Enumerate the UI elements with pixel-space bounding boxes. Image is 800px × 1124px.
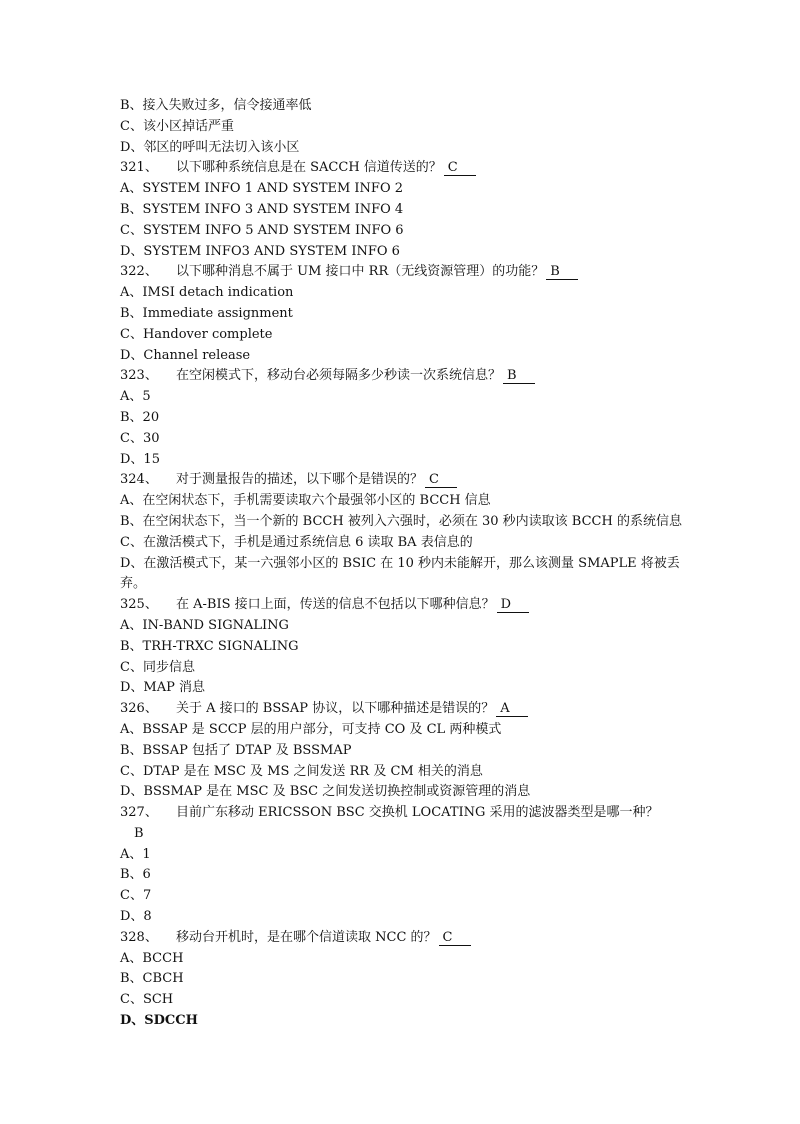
option-line: D、SYSTEM INFO3 AND SYSTEM INFO 6 [120, 243, 400, 259]
option-line: B、TRH-TRXC SIGNALING [120, 638, 299, 654]
option-line: A、SYSTEM INFO 1 AND SYSTEM INFO 2 [120, 181, 404, 197]
option-line: C、Handover complete [120, 326, 273, 342]
question-number: 322、 [120, 264, 158, 280]
option-line: A、5 [120, 389, 151, 405]
option-line: C、在激活模式下，手机是通过系统信息 6 读取 BA 表信息的 [120, 534, 473, 550]
answer-mark: D [497, 598, 529, 613]
option-line: C、SCH [120, 992, 174, 1008]
question-327 [120, 803, 690, 845]
question-321 [120, 158, 690, 179]
answer-mark: A [496, 702, 528, 717]
question-number: 323、 [120, 368, 158, 384]
option-line: A、BCCH [120, 950, 184, 966]
question-text: 目前广东移动 ERICSSON BSC 交换机 LOCATING 采用的滤波器类型是哪一种？ [176, 805, 659, 821]
option-line: C、SYSTEM INFO 5 AND SYSTEM INFO 6 [120, 222, 404, 238]
option-line: C、30 [120, 430, 160, 446]
question-text: 关于 A 接口的 BSSAP 协议，以下哪种描述是错误的？ [176, 701, 495, 717]
document-page [120, 96, 690, 1032]
question-number: 328、 [120, 929, 158, 945]
question-text: 对于测量报告的描述，以下哪个是错误的？ [176, 472, 424, 488]
question-number: 327、 [120, 805, 158, 821]
question-322 [120, 262, 690, 283]
question-number: 324、 [120, 472, 158, 488]
option-line: A、BSSAP 是 SCCP 层的用户部分，可支持 CO 及 CL 两种模式 [120, 721, 502, 737]
option-line: C、DTAP 是在 MSC 及 MS 之间发送 RR 及 CM 相关的消息 [120, 763, 483, 779]
option-line: B、20 [120, 409, 160, 425]
question-number: 321、 [120, 160, 158, 176]
option-line: A、1 [120, 846, 151, 862]
option-line: D、BSSMAP 是在 MSC 及 BSC 之间发送切换控制或资源管理的消息 [120, 784, 531, 800]
answer-mark: B [503, 369, 535, 384]
option-line: B、CBCH [120, 971, 184, 987]
option-line: B、Immediate assignment [120, 305, 293, 321]
question-325 [120, 595, 690, 616]
option-line: B、BSSAP 包括了 DTAP 及 BSSMAP [120, 742, 352, 758]
option-line: C、同步信息 [120, 659, 195, 675]
option-line: B、接入失败过多，信令接通率低 [120, 98, 312, 113]
option-line: C、7 [120, 888, 152, 904]
question-text: 以下哪种消息不属于 UM 接口中 RR（无线资源管理）的功能？ [176, 264, 545, 280]
option-line: D、8 [120, 909, 152, 925]
question-number: 325、 [120, 597, 158, 613]
question-323 [120, 366, 690, 387]
answer-mark: B [546, 265, 578, 280]
answer-mark: C [425, 473, 457, 488]
question-328 [120, 928, 690, 949]
option-line: B、SYSTEM INFO 3 AND SYSTEM INFO 4 [120, 201, 404, 217]
question-text: 移动台开机时，是在哪个信道读取 NCC 的？ [176, 929, 437, 945]
answer-mark: B [134, 825, 144, 841]
answer-mark: C [444, 161, 476, 176]
question-text: 以下哪种系统信息是在 SACCH 信道传送的？ [176, 160, 442, 176]
question-number: 326、 [120, 701, 158, 717]
option-line: A、在空闲状态下，手机需要读取六个最强邻小区的 BCCH 信息 [120, 493, 491, 509]
option-line: D、Channel release [120, 347, 251, 363]
option-line: C、该小区掉话严重 [120, 118, 234, 134]
question-324 [120, 470, 690, 491]
answer-mark: C [439, 931, 471, 946]
option-line: D、邻区的呼叫无法切入该小区 [120, 139, 300, 155]
question-text: 在空闲模式下，移动台必须每隔多少秒读一次系统信息？ [176, 368, 502, 384]
option-line: D、15 [120, 451, 160, 467]
option-line: B、6 [120, 867, 151, 883]
option-line: D、MAP 消息 [120, 680, 206, 696]
option-line: D、SDCCH [120, 1013, 198, 1029]
option-line: D、在激活模式下，某一六强邻小区的 BSIC 在 10 秒内未能解开，那么该测量 SMAPLE 将被丢弃。 [120, 555, 680, 592]
option-line: A、IN-BAND SIGNALING [120, 617, 289, 633]
option-line: B、在空闲状态下，当一个新的 BCCH 被列入六强时，必须在 30 秒内读取该 BCCH 的系统信息 [120, 513, 682, 529]
option-line: A、IMSI detach indication [120, 285, 294, 301]
question-326 [120, 699, 690, 720]
question-text: 在 A-BIS 接口上面，传送的信息不包括以下哪种信息？ [176, 597, 495, 613]
